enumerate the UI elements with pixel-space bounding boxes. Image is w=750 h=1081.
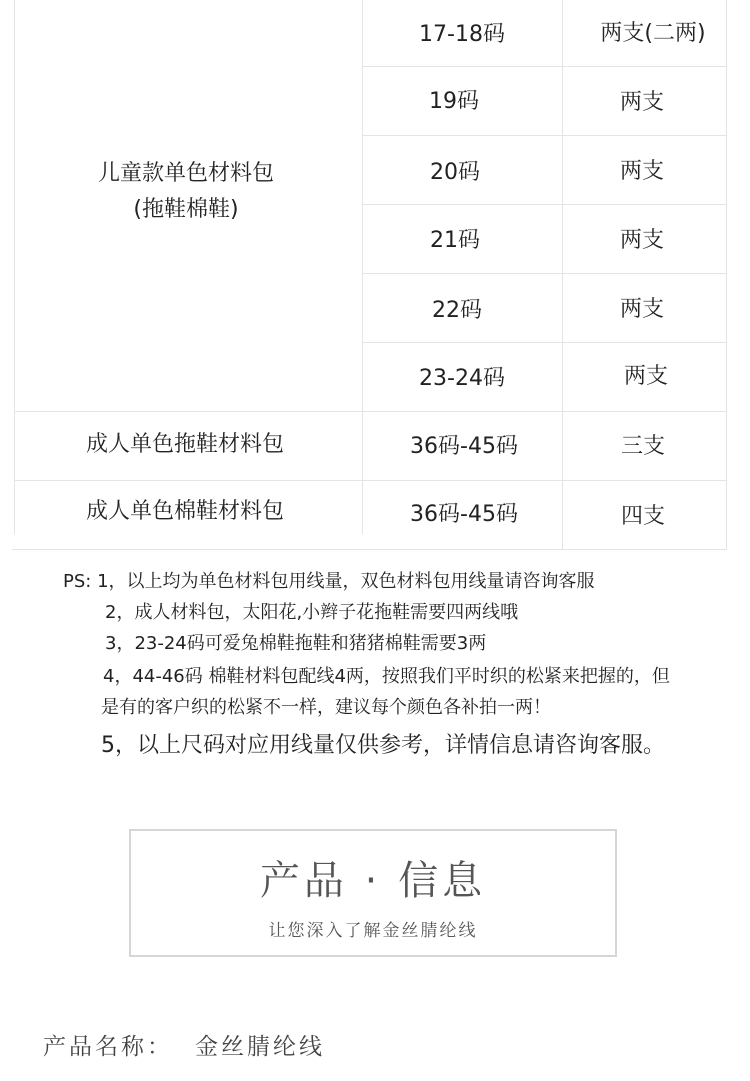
table-cell-label: 成人单色拖鞋材料包	[85, 432, 285, 457]
note-line-2: 2，成人材料包，太阳花,小辫子花拖鞋需要四两线哦	[105, 602, 519, 623]
product-name-label: 产品名称：	[43, 1034, 173, 1060]
table-cell-size: 23-24码	[419, 366, 505, 391]
table-cell-size: 36码-45码	[410, 502, 518, 527]
table-cell-amount: 四支	[620, 504, 666, 529]
note-line-3: 3，23-24码可爱兔棉鞋拖鞋和猪猪棉鞋需要3两	[105, 633, 487, 654]
table-cell-size: 19码	[429, 89, 479, 114]
table-cell-size: 21码	[430, 228, 480, 253]
product-name-value: 金丝腈纶线	[195, 1034, 325, 1060]
table-row-line	[14, 411, 727, 412]
product-info-title: 产品 · 信息	[259, 858, 487, 904]
table-row-line	[362, 342, 727, 343]
note-line-5: 5，以上尺码对应用线量仅供参考，详情信息请咨询客服。	[101, 733, 665, 758]
table-row-line	[362, 66, 727, 67]
table-row-line	[362, 273, 727, 274]
note-line-1: PS: 1，以上均为单色材料包用线量，双色材料包用线量请咨询客服	[63, 571, 595, 592]
kids-package-label	[98, 156, 274, 228]
table-row-line	[14, 480, 727, 481]
table-cell-amount: 两支	[623, 364, 669, 389]
table-cell-amount: 两支	[619, 159, 665, 184]
table-cell-size: 17-18码	[419, 22, 505, 47]
table-cell-amount: 两支(二两)	[600, 21, 706, 46]
table-cell-size: 20码	[430, 160, 480, 185]
table-cell-size: 36码-45码	[410, 434, 518, 459]
table-cell-amount: 两支	[619, 297, 665, 322]
table-cell-size: 22码	[432, 298, 482, 323]
note-line-4b: 是有的客户织的松紧不一样，建议每个颜色各补拍一两！	[101, 697, 551, 718]
product-info-subtitle: 让您深入了解金丝腈纶线	[268, 921, 478, 941]
table-border-left	[14, 0, 15, 534]
table-bottom-line	[12, 549, 727, 550]
table-cell-amount: 三支	[620, 434, 666, 459]
table-row-line	[362, 135, 727, 136]
kids-package-label-line1: 儿童款单色材料包	[97, 161, 275, 186]
table-cell-amount: 两支	[619, 90, 665, 115]
product-info-box	[129, 829, 617, 957]
table-border-right	[726, 0, 727, 550]
product-name-row	[43, 1036, 325, 1059]
table-cell-amount: 两支	[619, 228, 665, 253]
note-line-4a: 4，44-46码 棉鞋材料包配线4两，按照我们平时织的松紧来把握的，但	[103, 666, 670, 687]
table-divider-col1	[362, 0, 363, 534]
table-cell-label: 成人单色棉鞋材料包	[85, 499, 285, 524]
kids-package-label-line2: (拖鞋棉鞋)	[133, 197, 239, 222]
table-row-line	[362, 204, 727, 205]
table-divider-col2	[562, 0, 563, 550]
